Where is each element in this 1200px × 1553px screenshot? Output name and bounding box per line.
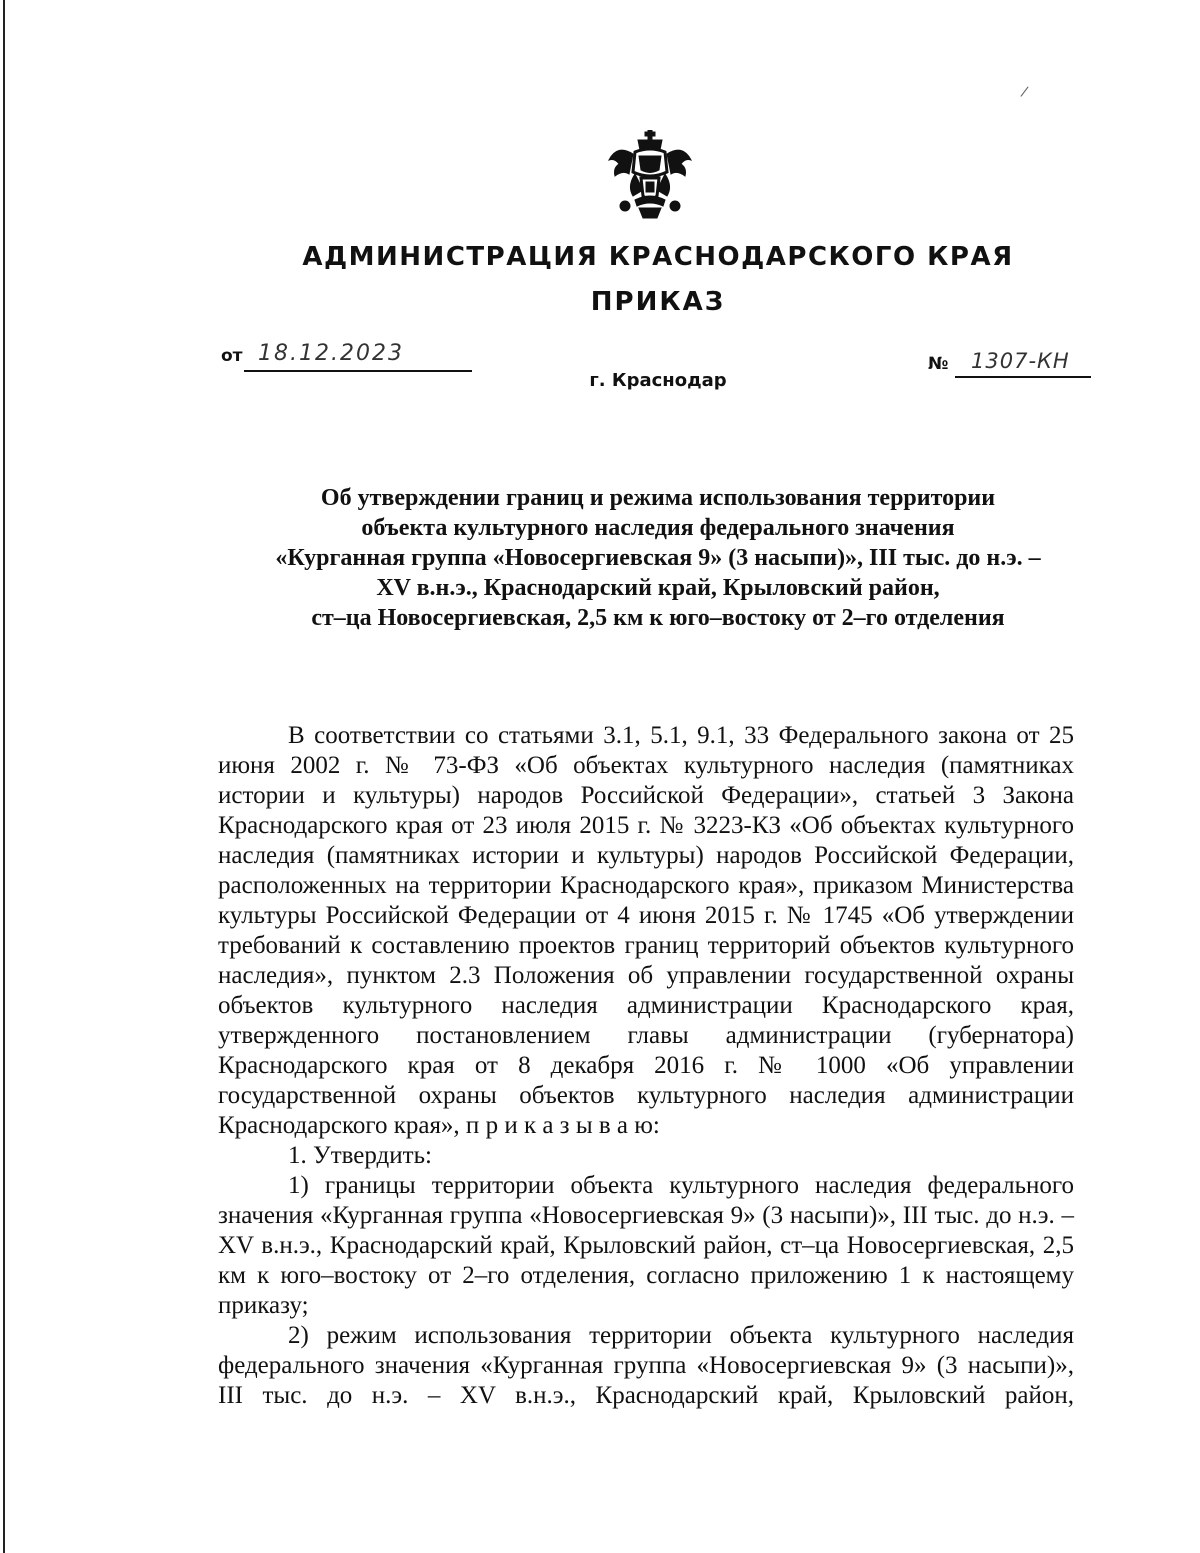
title-line: «Курганная группа «Новосергиевская 9» (3 насыпи)», III тыс. до н.э. – [275, 545, 1041, 571]
document-body [218, 721, 1074, 1411]
preamble-paragraph: В соответствии со статьями 3.1, 5.1, 9.1, 33 Федерального закона от 25 июня 2002 г. № 73-ФЗ «Об объектах культурного наследия (памятниках истории и культуры) народов Российской Федерации», статьей 3 Закона Краснодарского края от 23 июля 2015 г. № 3223-КЗ «Об объектах культурного наследия (памятниках истории и культуры) народов Российской Федерации, расположенных на территории Краснодарского края», приказом Министерства культуры Российской Федерации от 4 июня 2015 г. № 1745 «Об утверждении требований к составлению проектов границ территорий объектов культурного наследия», пунктом 2.3 Положения об управлении государственной охраны объектов культурного наследия администрации Краснодарского края, утвержденного постановлением главы администрации (губернатора) Краснодарского края от 8 декабря 2016 г. № 1000 «Об управлении государственной охраны объектов культурного наследия администрации Краснодарского края», п р и к а з ы в а ю: [218, 722, 1074, 1139]
scan-edge [3, 0, 5, 1553]
date-label: от [221, 346, 243, 366]
title-line: Об утверждении границ и режима использования территории [320, 485, 996, 511]
city-name: г. Краснодар [589, 370, 727, 391]
coat-of-arms-emblem [605, 130, 695, 220]
number-label: № [928, 354, 949, 374]
item-1-2-paragraph: 2) режим использования территории объекта культурного наследия федерального значения «Курганная группа «Новосергиевская 9» (3 насыпи)», III тыс. до н.э. – XV в.н.э., Краснодарский край, Крыловский район, [218, 1322, 1074, 1409]
item-1-1-paragraph: 1) границы территории объекта культурного наследия федерального значения «Курганная группа «Новосергиевская 9» (3 насыпи)», III тыс. до н.э. – XV в.н.э., Краснодарский край, Крыловский район, ст–ца Новосергиевская, 2,5 км к юго–востоку от 2–го отделения, согласно приложению 1 к настоящему приказу; [218, 1172, 1074, 1319]
organization-name: АДМИНИСТРАЦИЯ КРАСНОДАРСКОГО КРАЯ [302, 242, 1014, 272]
title-line: XV в.н.э., Краснодарский край, Крыловский район, [376, 575, 940, 601]
title-line: объекта культурного наследия федерального значения [361, 515, 955, 541]
date-value: 18.12.2023 [244, 340, 472, 372]
document-title [250, 483, 1066, 633]
item-1-paragraph: 1. Утвердить: [288, 1142, 432, 1169]
number-value: 1307-КН [955, 348, 1091, 378]
document-type: ПРИКАЗ [590, 287, 726, 317]
top-mark: / [1019, 83, 1030, 101]
title-line: ст–ца Новосергиевская, 2,5 км к юго–востоку от 2–го отделения [311, 605, 1005, 631]
